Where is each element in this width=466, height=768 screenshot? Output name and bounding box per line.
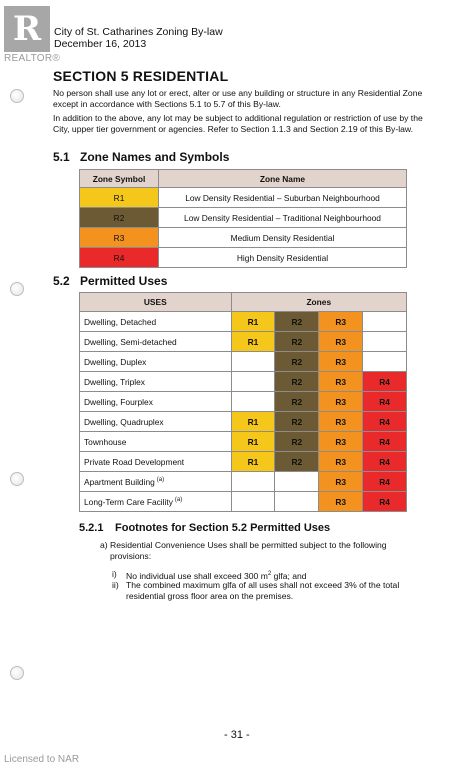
table-row	[80, 352, 407, 372]
use-label: Townhouse	[84, 436, 127, 447]
table-row	[80, 188, 407, 208]
subsection-heading-5-1	[53, 150, 229, 164]
realtor-wordmark: REALTOR®	[4, 53, 61, 64]
zone-empty-cell	[231, 352, 275, 372]
table-row	[80, 312, 407, 332]
zone-name-cell: Low Density Residential – Suburban Neighbourhood	[159, 188, 407, 208]
footnote-label: i)	[112, 569, 117, 579]
binder-hole-icon	[10, 282, 24, 296]
table-row	[80, 472, 407, 492]
use-cell	[80, 472, 232, 492]
zone-empty-cell	[363, 352, 407, 372]
footnote-text-end: glfa; and	[271, 570, 307, 581]
table-row	[80, 372, 407, 392]
footnote-ii	[112, 580, 426, 601]
subsection-number: 5.2.1	[79, 522, 104, 534]
zone-name-cell: Low Density Residential – Traditional Neighbourhood	[159, 208, 407, 228]
table-header-row	[80, 293, 407, 312]
binder-hole-icon	[10, 472, 24, 486]
table-row	[80, 332, 407, 352]
use-cell	[80, 432, 232, 452]
binder-hole-icon	[10, 89, 24, 103]
use-label: Dwelling, Duplex	[84, 356, 147, 367]
zone-permitted-cell: R3	[319, 352, 363, 372]
zone-permitted-cell: R3	[319, 412, 363, 432]
table-row	[80, 228, 407, 248]
footnote-label: a)	[100, 540, 108, 550]
zone-empty-cell	[275, 472, 319, 492]
footnote-text: Residential Convenience Uses shall be permitted subject to the following provisions:	[110, 540, 387, 561]
regulation-paragraph: In addition to the above, any lot may be subject to additional regulation or restriction of use by the City, upper tier government or agencies. Refer to Section 1.1.3 and Section 2.19 of this By-law.	[53, 113, 423, 134]
zone-permitted-cell: R1	[231, 452, 275, 472]
subsection-number: 5.1	[53, 150, 70, 164]
realtor-logo	[4, 6, 50, 52]
header-title: City of St. Catharines Zoning By-law	[54, 26, 223, 38]
footnote-marker: (a)	[174, 496, 183, 503]
table-row	[80, 452, 407, 472]
subsection-title: Zone Names and Symbols	[80, 150, 230, 164]
footnote-a	[100, 540, 430, 561]
zone-permitted-cell: R2	[275, 372, 319, 392]
zone-symbol-cell: R1	[80, 188, 159, 208]
section-title: SECTION 5 RESIDENTIAL	[53, 68, 229, 84]
use-label: Long-Term Care Facility	[84, 496, 173, 507]
table-header-row	[80, 170, 407, 188]
zone-permitted-cell: R1	[231, 432, 275, 452]
footnote-text: The combined maximum glfa of all uses shall not exceed 3% of the total residential gross floor area on the premises.	[126, 580, 400, 601]
zone-permitted-cell: R3	[319, 452, 363, 472]
zone-permitted-cell: R2	[275, 352, 319, 372]
zone-permitted-cell: R3	[319, 312, 363, 332]
footnote-label: ii)	[112, 580, 119, 590]
zone-permitted-cell: R4	[363, 392, 407, 412]
license-footer: Licensed to NAR	[4, 754, 80, 765]
table-row	[80, 392, 407, 412]
zone-name-cell: High Density Residential	[159, 248, 407, 268]
zone-permitted-cell: R4	[363, 472, 407, 492]
zone-permitted-cell: R3	[319, 392, 363, 412]
use-cell	[80, 352, 232, 372]
zone-permitted-cell: R1	[231, 332, 275, 352]
zone-symbol-cell: R3	[80, 228, 159, 248]
zone-permitted-cell: R4	[363, 432, 407, 452]
page-number: - 31 -	[224, 729, 250, 741]
zone-permitted-cell: R3	[319, 332, 363, 352]
subsection-title: Footnotes for Section 5.2 Permitted Uses	[115, 522, 331, 534]
col-header-zone-name: Zone Name	[159, 170, 407, 188]
col-header-zone-symbol: Zone Symbol	[80, 170, 159, 188]
zone-permitted-cell: R2	[275, 432, 319, 452]
zone-empty-cell	[231, 372, 275, 392]
binder-hole-icon	[10, 666, 24, 680]
zone-permitted-cell: R1	[231, 312, 275, 332]
footnote-superscript: 2	[267, 571, 272, 577]
col-header-zones: Zones	[231, 293, 406, 312]
zone-permitted-cell: R3	[319, 492, 363, 512]
table-row	[80, 432, 407, 452]
zone-permitted-cell: R2	[275, 412, 319, 432]
zone-permitted-cell: R4	[363, 412, 407, 432]
footnote-marker: (a)	[156, 476, 165, 483]
use-cell	[80, 332, 232, 352]
realtor-r-icon: R	[12, 9, 42, 49]
subsection-heading-5-2	[53, 274, 167, 288]
zone-permitted-cell: R2	[275, 392, 319, 412]
permitted-uses-table	[79, 292, 407, 512]
zone-permitted-cell: R4	[363, 372, 407, 392]
header-date: December 16, 2013	[54, 38, 147, 50]
zone-permitted-cell: R2	[275, 332, 319, 352]
col-header-uses: USES	[80, 293, 232, 312]
zone-permitted-cell: R4	[363, 492, 407, 512]
subsection-title: Permitted Uses	[80, 274, 168, 288]
footnote-text: No individual use shall exceed 300 m	[126, 570, 268, 581]
zone-permitted-cell: R3	[319, 372, 363, 392]
zone-empty-cell	[231, 472, 275, 492]
zone-permitted-cell: R4	[363, 452, 407, 472]
intro-paragraph: No person shall use any lot or erect, alter or use any building or structure in any Residential Zone except in accordance with Sections 5.1 to 5.7 of this By-law.	[53, 88, 423, 109]
zone-symbol-cell: R2	[80, 208, 159, 228]
use-label: Private Road Development	[84, 456, 185, 467]
zone-permitted-cell: R3	[319, 472, 363, 492]
table-row	[80, 412, 407, 432]
use-label: Dwelling, Semi-detached	[84, 336, 177, 347]
use-label: Apartment Building	[84, 476, 155, 487]
document-header	[54, 26, 223, 50]
use-cell	[80, 312, 232, 332]
use-cell	[80, 452, 232, 472]
table-row	[80, 492, 407, 512]
zone-permitted-cell: R2	[275, 312, 319, 332]
use-cell	[80, 372, 232, 392]
subsection-number: 5.2	[53, 274, 70, 288]
use-label: Dwelling, Fourplex	[84, 396, 153, 407]
zone-names-table	[79, 169, 407, 268]
use-cell	[80, 492, 232, 512]
zone-empty-cell	[231, 392, 275, 412]
zone-permitted-cell: R1	[231, 412, 275, 432]
table-row	[80, 208, 407, 228]
zone-empty-cell	[231, 492, 275, 512]
table-row	[80, 248, 407, 268]
zone-empty-cell	[363, 332, 407, 352]
use-cell	[80, 412, 232, 432]
use-label: Dwelling, Quadruplex	[84, 416, 164, 427]
zone-permitted-cell: R2	[275, 452, 319, 472]
zone-symbol-cell: R4	[80, 248, 159, 268]
use-label: Dwelling, Detached	[84, 316, 157, 327]
zone-empty-cell	[363, 312, 407, 332]
zone-empty-cell	[275, 492, 319, 512]
footnotes-heading	[79, 522, 330, 534]
zone-name-cell: Medium Density Residential	[159, 228, 407, 248]
use-label: Dwelling, Triplex	[84, 376, 145, 387]
use-cell	[80, 392, 232, 412]
zone-permitted-cell: R3	[319, 432, 363, 452]
